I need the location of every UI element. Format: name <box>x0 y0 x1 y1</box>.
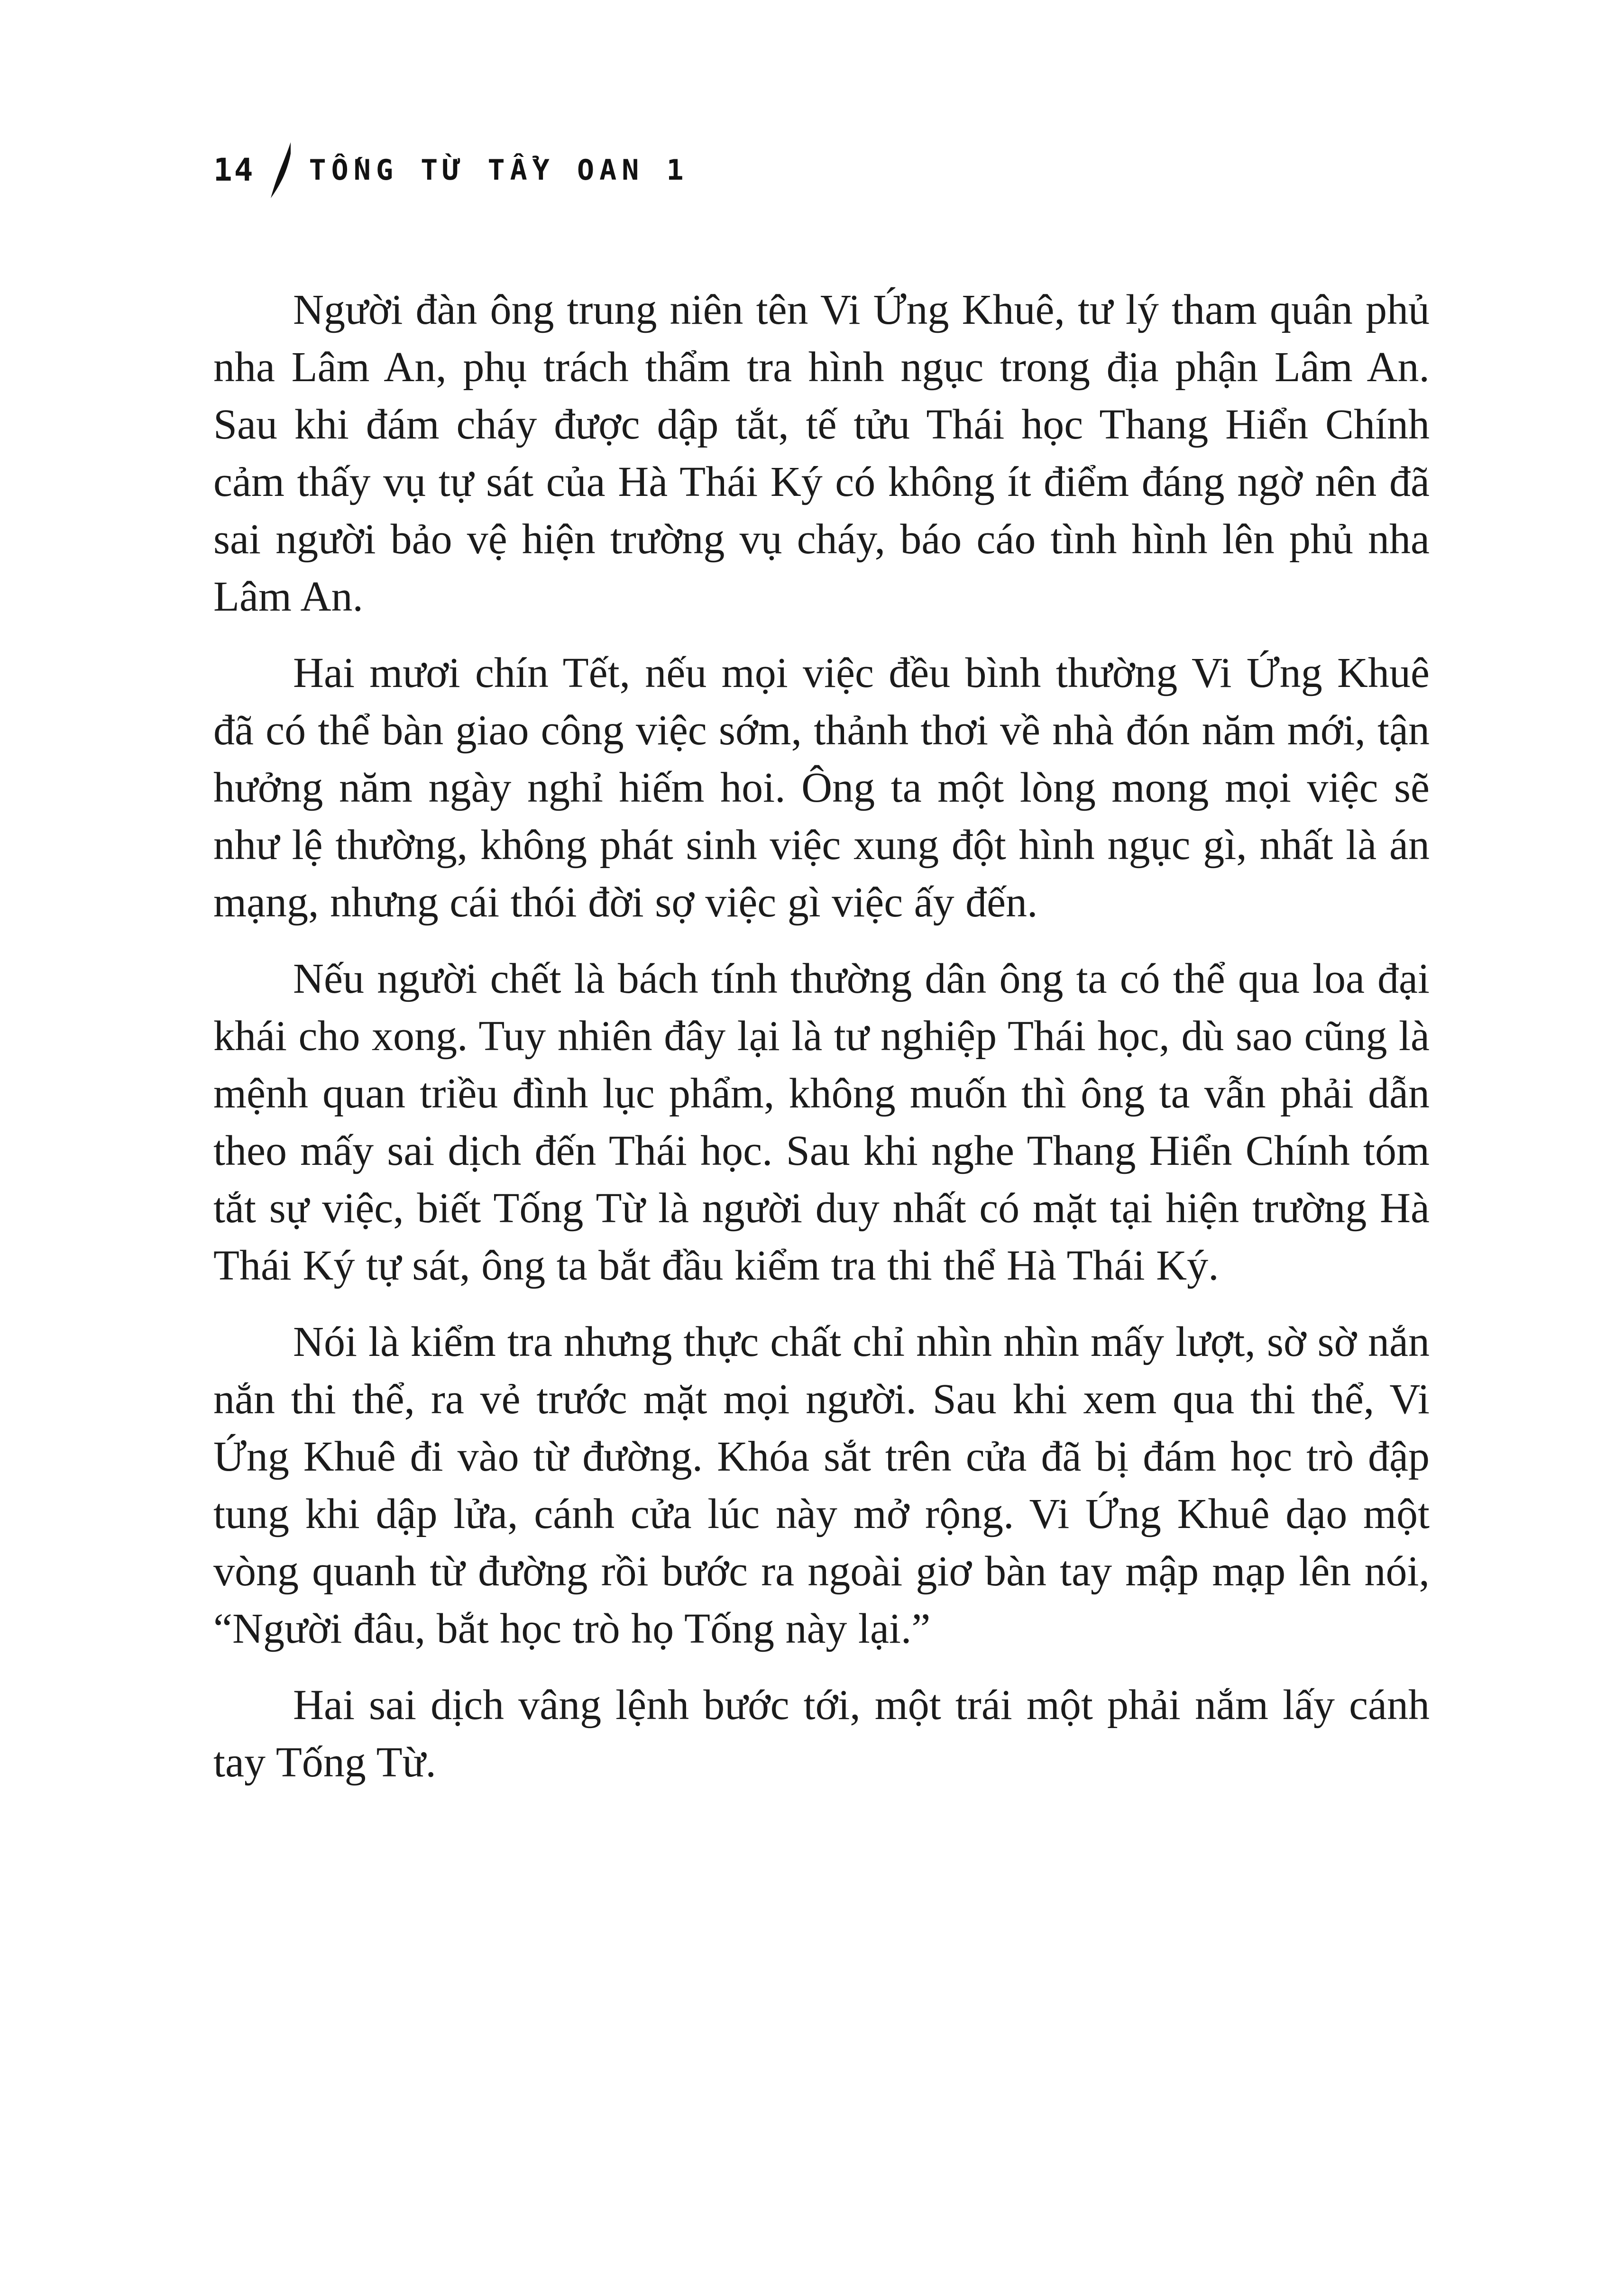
paragraph: Hai mươi chín Tết, nếu mọi việc đều bình thường Vi Ứng Khuê đã có thể bàn giao công việc sớm, thảnh thơi về nhà đón năm mới, tận hưởng năm ngày nghỉ hiếm hoi. Ông ta một lòng mong mọi việc sẽ như lệ thường, không phát sinh việc xung đột hình ngục gì, nhất là án mạng, nhưng cái thói đời sợ việc gì việc ấy đến. <box>213 649 1430 926</box>
book-title: TỐNG TỪ TẨY OAN 1 <box>309 154 689 187</box>
brush-stroke-icon <box>270 142 292 198</box>
paragraph: Nói là kiểm tra nhưng thực chất chỉ nhìn nhìn mấy lượt, sờ sờ nắn nắn thi thể, ra vẻ trước mặt mọi người. Sau khi xem qua thi thể, Vi Ứng Khuê đi vào từ đường. Khóa sắt trên cửa đã bị đám học trò đập tung khi dập lửa, cánh cửa lúc này mở rộng. Vi Ứng Khuê dạo một vòng quanh từ đường rồi bước ra ngoài giơ bàn tay mập mạp lên nói, “Người đâu, bắt học trò họ Tống này lại.” <box>213 1318 1430 1652</box>
page-number: 14 <box>213 152 255 188</box>
paragraph: Nếu người chết là bách tính thường dân ông ta có thể qua loa đại khái cho xong. Tuy nhiên đây lại là tư nghiệp Thái học, dù sao cũng là mệnh quan triều đình lục phẩm, không muốn thì ông ta vẫn phải dẫn theo mấy sai dịch đến Thái học. Sau khi nghe Thang Hiển Chính tóm tắt sự việc, biết Tống Từ là người duy nhất có mặt tại hiện trường Hà Thái Ký tự sát, ông ta bắt đầu kiểm tra thi thể Hà Thái Ký. <box>213 955 1430 1289</box>
page-header <box>213 142 1430 198</box>
paragraph: Người đàn ông trung niên tên Vi Ứng Khuê, tư lý tham quân phủ nha Lâm An, phụ trách thẩm tra hình ngục trong địa phận Lâm An. Sau khi đám cháy được dập tắt, tế tửu Thái học Thang Hiển Chính cảm thấy vụ tự sát của Hà Thái Ký có không ít điểm đáng ngờ nên đã sai người bảo vệ hiện trường vụ cháy, báo cáo tình hình lên phủ nha Lâm An. <box>213 286 1430 620</box>
paragraph: Hai sai dịch vâng lệnh bước tới, một trái một phải nắm lấy cánh tay Tống Từ. <box>213 1682 1430 1786</box>
text-body <box>213 281 1430 1791</box>
